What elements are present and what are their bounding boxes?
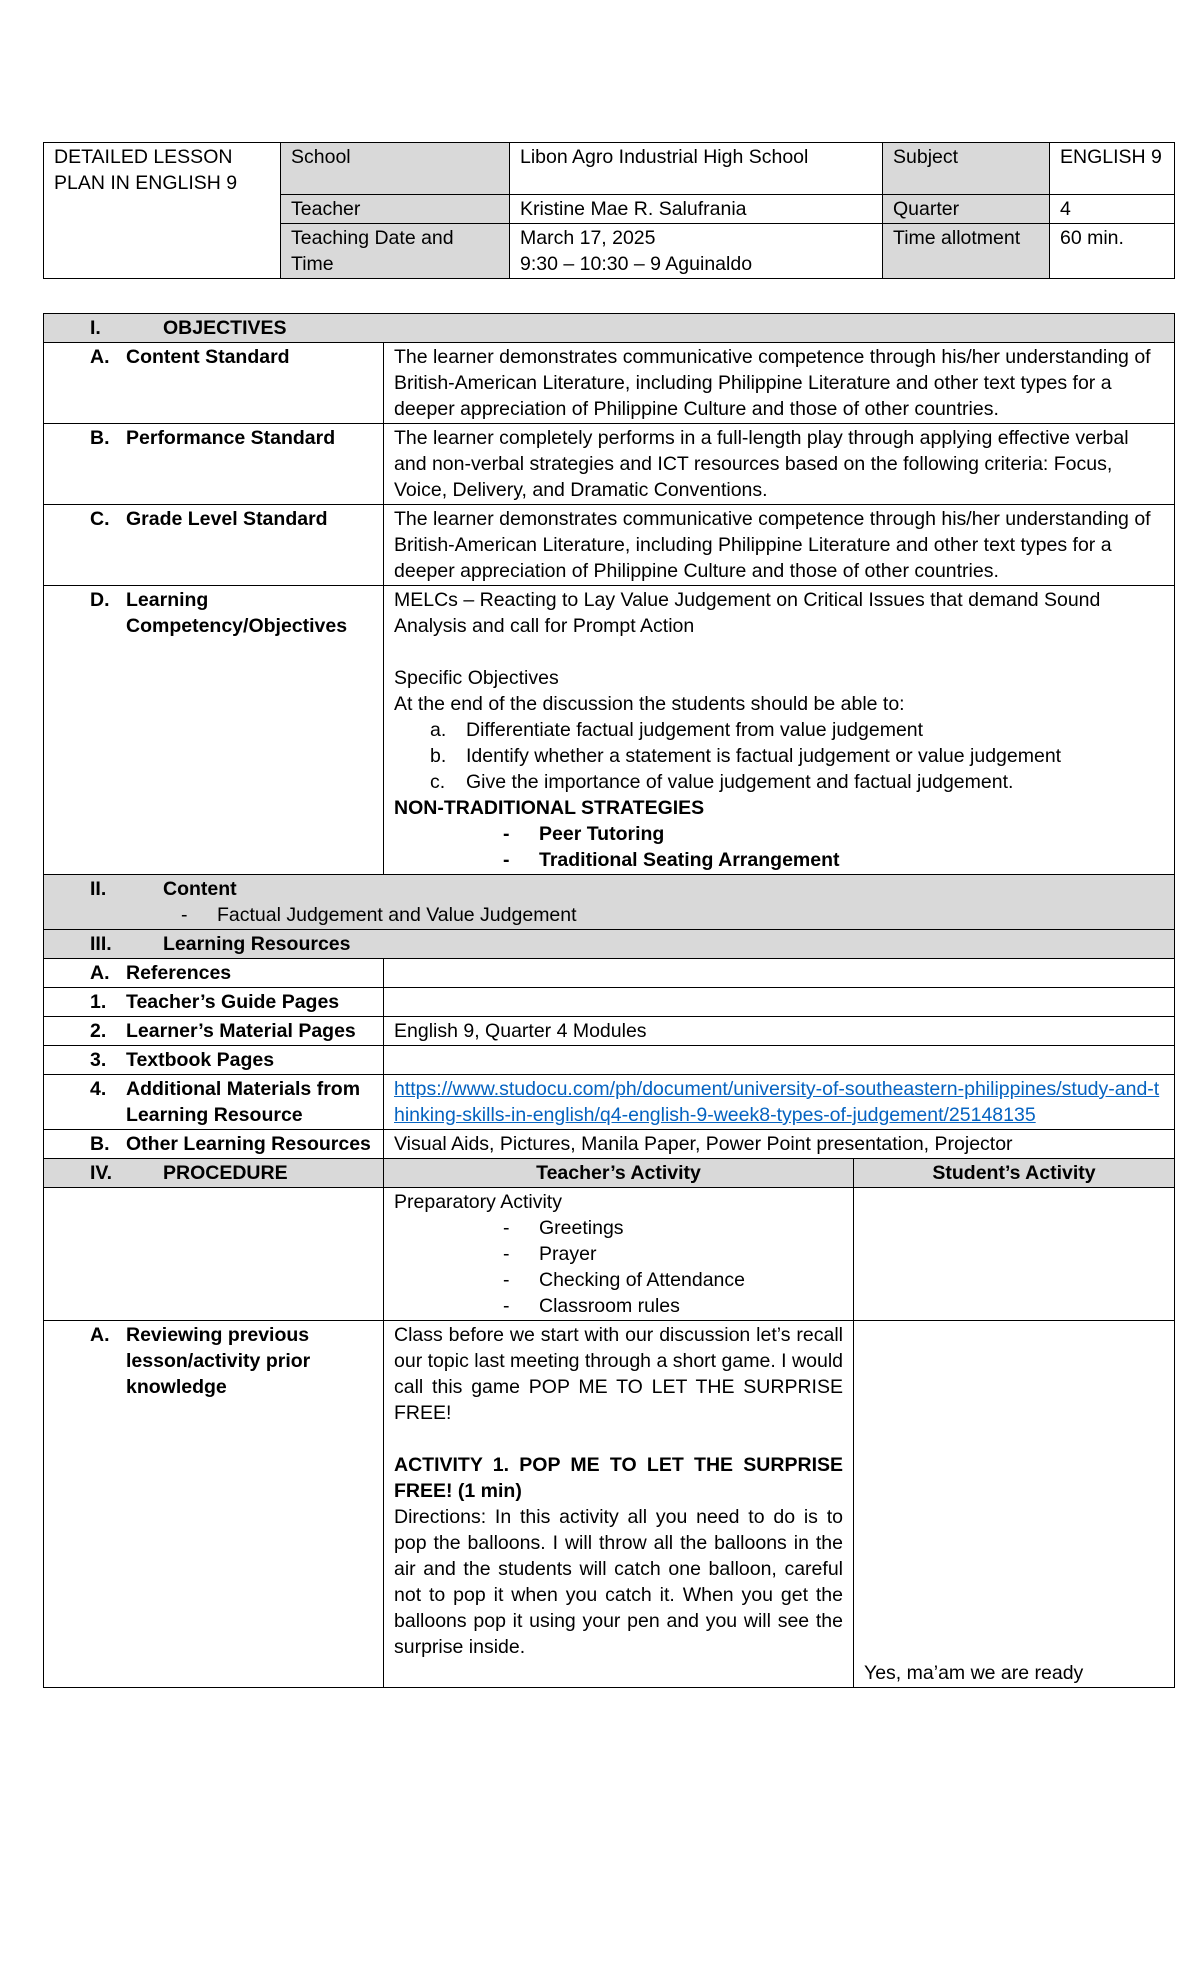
student-activity-header: Student’s Activity xyxy=(854,1159,1175,1188)
time-text: 9:30 – 10:30 – 9 Aguinaldo xyxy=(520,253,753,275)
content-section: II. Content - Factual Judgement and Value Judgement xyxy=(44,875,1175,930)
preparatory-label-cell xyxy=(44,1188,384,1321)
subject-label: Subject xyxy=(883,143,1050,195)
objectives-heading: I. OBJECTIVES xyxy=(44,314,1175,343)
additional-materials-label: 4. Additional Materials from Learning Resource xyxy=(44,1075,384,1130)
school-label: School xyxy=(281,143,510,195)
specific-objectives-heading: Specific Objectives xyxy=(394,667,559,689)
melc-text: MELCs – Reacting to Lay Value Judgement on Critical Issues that demand Sound Analysis and call for Prompt Action xyxy=(394,589,1101,637)
grade-level-standard-text: The learner demonstrates communicative competence through his/her understanding of British-American Literature, including Philippine Literature and other text types for a deeper appreciation of Philippine Culture and those of other countries. xyxy=(384,505,1175,586)
teacher-activity-header: Teacher’s Activity xyxy=(384,1159,854,1188)
learners-material-value: English 9, Quarter 4 Modules xyxy=(384,1017,1175,1046)
performance-standard-label: B. Performance Standard xyxy=(44,424,384,505)
date-text: March 17, 2025 xyxy=(520,227,656,249)
lesson-plan-title: DETAILED LESSON PLAN IN ENGLISH 9 xyxy=(44,143,281,279)
subject-value: ENGLISH 9 xyxy=(1050,143,1175,195)
header-table xyxy=(43,142,1175,279)
content-standard-label: A. Content Standard xyxy=(44,343,384,424)
additional-materials-value xyxy=(384,1075,1175,1130)
quarter-value: 4 xyxy=(1050,195,1175,224)
allotment-value: 60 min. xyxy=(1050,224,1175,279)
learning-resources-heading: III. Learning Resources xyxy=(44,930,1175,959)
teachers-guide-value xyxy=(384,988,1175,1017)
preparatory-item: - Classroom rules xyxy=(503,1295,680,1317)
review-label: A. Reviewing previous lesson/activity prior knowledge xyxy=(44,1321,384,1688)
competency-label: D. Learning Competency/Objectives xyxy=(44,586,384,875)
other-resources-label: B. Other Learning Resources xyxy=(44,1130,384,1159)
strategy-item: - Traditional Seating Arrangement xyxy=(503,849,840,871)
teachers-guide-label: 1. Teacher’s Guide Pages xyxy=(44,988,384,1017)
references-value xyxy=(384,959,1175,988)
competency-text xyxy=(384,586,1175,875)
review-intro: Class before we start with our discussion let’s recall our topic last meeting through a short game. I would call this game POP ME TO LET THE SURPRISE FREE! xyxy=(394,1324,843,1424)
lesson-plan-table xyxy=(43,313,1175,1688)
objective-item: a. Differentiate factual judgement from value judgement xyxy=(430,719,924,741)
preparatory-heading: Preparatory Activity xyxy=(394,1191,562,1213)
procedure-heading: IV. PROCEDURE xyxy=(44,1159,384,1188)
textbook-value xyxy=(384,1046,1175,1075)
preparatory-item: - Checking of Attendance xyxy=(503,1269,745,1291)
review-student-activity: Yes, ma’am we are ready xyxy=(854,1321,1175,1688)
preparatory-activity xyxy=(384,1188,854,1321)
quarter-label: Quarter xyxy=(883,195,1050,224)
references-label: A. References xyxy=(44,959,384,988)
additional-materials-link[interactable]: https://www.studocu.com/ph/document/university-of-southeastern-philippines/study-and-thinking-skills-in-english/q4-english-9-week8-types-of-judgement/25148135 xyxy=(394,1078,1160,1126)
content-item: - Factual Judgement and Value Judgement xyxy=(181,904,577,926)
teacher-label: Teacher xyxy=(281,195,510,224)
strategies-heading: NON-TRADITIONAL STRATEGIES xyxy=(394,797,705,819)
strategy-item: - Peer Tutoring xyxy=(503,823,665,845)
allotment-label: Time allotment xyxy=(883,224,1050,279)
activity-directions: Directions: In this activity all you need to do is to pop the balloons. I will throw all the balloons in the air and the students will catch one balloon, careful not to pop it when you catch it. When you get the balloons pop it using your pen and you will see the surprise inside. xyxy=(394,1506,843,1658)
preparatory-item: - Greetings xyxy=(503,1217,624,1239)
objective-item: b. Identify whether a statement is factual judgement or value judgement xyxy=(430,745,1062,767)
specific-objectives-intro: At the end of the discussion the students should be able to: xyxy=(394,693,905,715)
learners-material-label: 2. Learner’s Material Pages xyxy=(44,1017,384,1046)
grade-level-standard-label: C. Grade Level Standard xyxy=(44,505,384,586)
preparatory-student-cell xyxy=(854,1188,1175,1321)
review-teacher-activity xyxy=(384,1321,854,1688)
date-label: Teaching Date and Time xyxy=(281,224,510,279)
other-resources-value: Visual Aids, Pictures, Manila Paper, Power Point presentation, Projector xyxy=(384,1130,1175,1159)
objective-item: c. Give the importance of value judgement and factual judgement. xyxy=(430,771,1014,793)
school-value: Libon Agro Industrial High School xyxy=(510,143,883,195)
performance-standard-text: The learner completely performs in a full-length play through applying effective verbal and non-verbal strategies and ICT resources based on the following criteria: Focus, Voice, Delivery, and Dramatic Conventions. xyxy=(384,424,1175,505)
textbook-label: 3. Textbook Pages xyxy=(44,1046,384,1075)
preparatory-item: - Prayer xyxy=(503,1243,597,1265)
teacher-value: Kristine Mae R. Salufrania xyxy=(510,195,883,224)
content-standard-text: The learner demonstrates communicative competence through his/her understanding of British-American Literature, including Philippine Literature and other text types for a deeper appreciation of Philippine Culture and those of other countries. xyxy=(384,343,1175,424)
date-value xyxy=(510,224,883,279)
activity-title: ACTIVITY 1. POP ME TO LET THE SURPRISE FREE! (1 min) xyxy=(394,1454,843,1502)
